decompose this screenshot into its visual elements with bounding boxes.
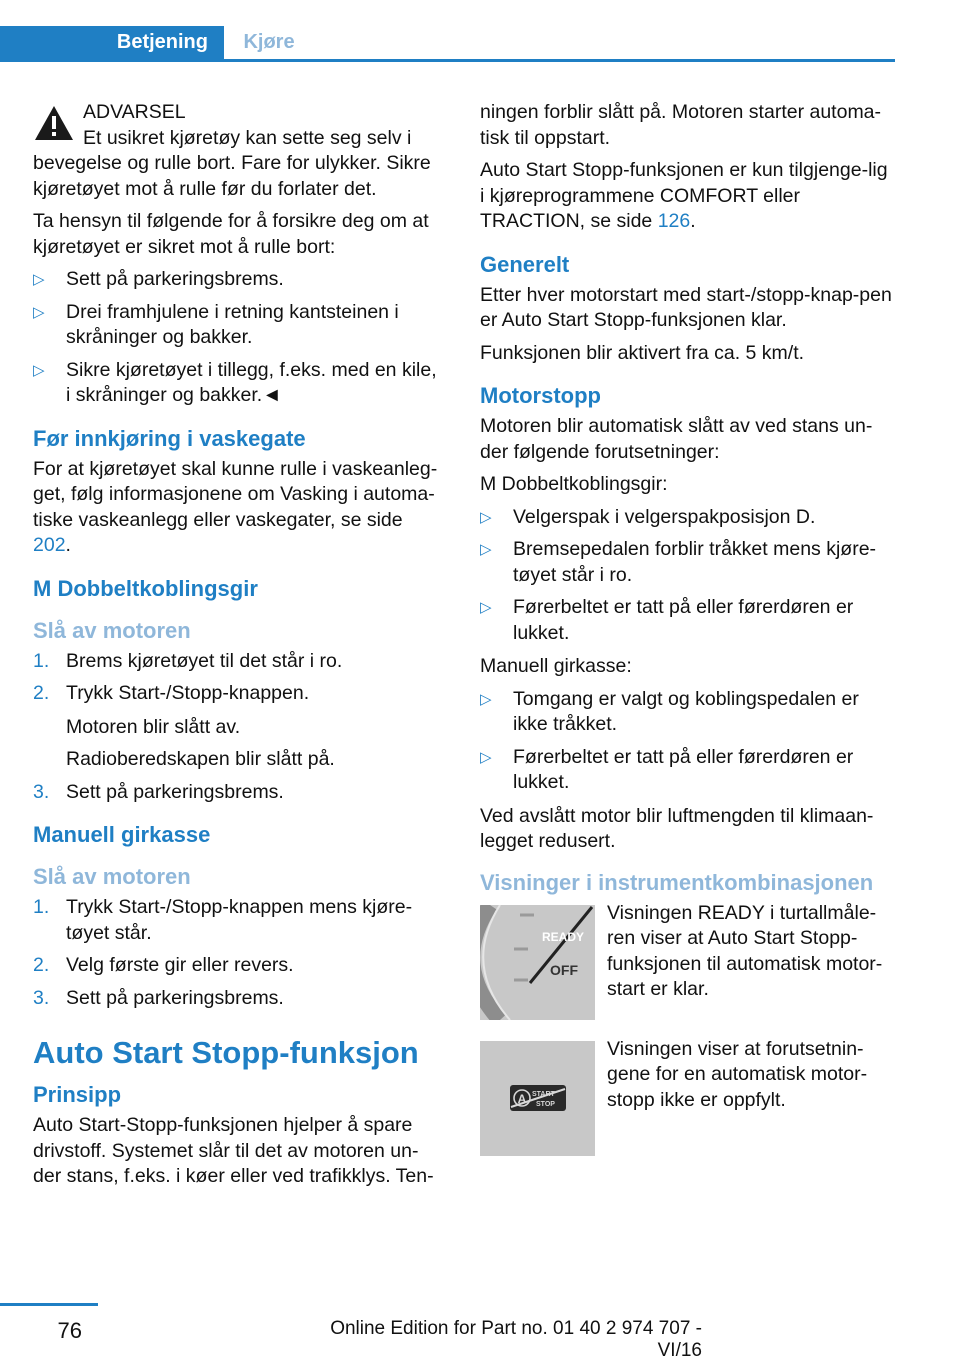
triangle-bullet-icon: ▷ bbox=[480, 690, 492, 708]
manual-conditions bbox=[480, 687, 895, 796]
heading-principle: Prinsipp bbox=[33, 1082, 122, 1107]
heading-displays: Visninger i instrumentkombinasjonen bbox=[480, 869, 874, 895]
triangle-bullet-icon: ▷ bbox=[480, 508, 492, 526]
triangle-bullet-icon: ▷ bbox=[480, 748, 492, 766]
page-link-126[interactable]: 126 bbox=[657, 210, 691, 232]
triangle-bullet-icon: ▷ bbox=[33, 303, 45, 321]
list-item: 2. Trykk Start-/Stopp-knappen. bbox=[33, 682, 310, 704]
manual-steps bbox=[33, 895, 443, 1011]
svg-text:START: START bbox=[532, 1090, 555, 1098]
display-inactive-row bbox=[480, 1037, 895, 1155]
heading-manual: Manuell girkasse bbox=[33, 822, 211, 847]
manual-label: Manuell girkasse: bbox=[480, 655, 632, 677]
heading-engine-stop: Motorstopp bbox=[480, 383, 601, 408]
availability-text: Auto Start Stopp-funksjonen er kun tilgjenge-lig i kjøreprogrammene COMFORT eller TRACTION, se side 126. bbox=[480, 159, 888, 232]
heading-general: Generelt bbox=[480, 251, 570, 277]
warning-title: ADVARSEL bbox=[83, 101, 186, 123]
warning-icon bbox=[33, 104, 75, 142]
list-item: ▷ Velgerspak i velgerspakposisjon D. bbox=[480, 505, 895, 531]
footer-rule bbox=[0, 1303, 98, 1306]
header-rule bbox=[0, 59, 895, 62]
mdct-label: M Dobbeltkoblingsgir: bbox=[480, 473, 668, 495]
header-tabbar bbox=[0, 26, 895, 62]
triangle-bullet-icon: ▷ bbox=[33, 271, 45, 288]
tab-betjening[interactable]: Betjening bbox=[0, 26, 224, 59]
general-text-1: Etter hver motorstart med start-/stopp-knap-pen er Auto Start Stopp-funksjonen klar. bbox=[480, 283, 892, 331]
heading-autostart: Auto Start Stopp-funksjon bbox=[33, 1035, 419, 1070]
display-ready-row bbox=[480, 901, 895, 1019]
list-item: ▷ Førerbeltet er tatt på eller førerdøren er lukket. bbox=[480, 596, 854, 644]
step-note: Motoren blir slått av. bbox=[66, 715, 241, 738]
page-link-202[interactable]: 202 bbox=[33, 534, 66, 556]
off-label: OFF bbox=[550, 961, 578, 978]
list-item: 1. Brems kjøretøyet til det står i ro. bbox=[33, 649, 343, 672]
start-stop-indicator-image bbox=[480, 1041, 595, 1156]
display-ready-text: Visningen READY i turtallmåle-ren viser at Auto Start Stopp-funksjonen til automatisk motor-start er klar. bbox=[607, 901, 883, 1000]
list-item: 3. Sett på parkeringsbrems. bbox=[33, 780, 284, 803]
right-column bbox=[480, 100, 895, 1173]
list-item: ▷ Tomgang er valgt og koblingspedalen er ikke tråkket. bbox=[480, 687, 859, 735]
display-inactive-text: Visningen viser at forutsetnin-gene for en automatisk motor-stopp ikke er oppfylt. bbox=[607, 1037, 868, 1111]
principle-text: Auto Start-Stopp-funksjonen hjelper å spare drivstoff. Systemet slår til det av motoren un-der stans, f.eks. i køer eller ved trafikklys. Ten- bbox=[33, 1114, 434, 1187]
mdct-steps bbox=[33, 649, 443, 707]
heading-mdct: M Dobbeltkoblingsgir bbox=[33, 575, 258, 601]
air-text: Ved avslått motor blir luftmengden til klimaan-legget redusert. bbox=[480, 804, 874, 852]
heading-wash: Før innkjøring i vaskegate bbox=[33, 425, 306, 451]
engine-stop-text: Motoren blir automatisk slått av ved stans un-der følgende forutsetninger: bbox=[480, 415, 873, 463]
svg-text:STOP: STOP bbox=[536, 1100, 555, 1108]
list-item: 3. Sett på parkeringsbrems. bbox=[33, 986, 284, 1009]
wash-text: For at kjøretøyet skal kunne rulle i vaskeanleg-get, følg informasjonene om Vasking i automa-tiske vaskeanlegg eller vaskegater, se side 202. bbox=[33, 457, 438, 556]
warning-intro: Ta hensyn til følgende for å forsikre deg om at kjøretøyet er sikret mot å rulle bort: bbox=[33, 210, 429, 258]
tab-kjore[interactable]: Kjøre bbox=[243, 31, 295, 53]
mdct-conditions bbox=[480, 505, 895, 647]
list-item: ▷ Sikre kjøretøyet i tillegg, f.eks. med en kile, i skråninger og bakker.◄ bbox=[33, 358, 437, 406]
continued-text: ningen forblir slått på. Motoren starter automa-tisk til oppstart. bbox=[480, 101, 882, 149]
triangle-bullet-icon: ▷ bbox=[480, 541, 492, 558]
list-item: ▷ Bremsepedalen forblir tråkket mens kjøre-tøyet står i ro. bbox=[480, 538, 877, 586]
warning-block bbox=[33, 100, 443, 151]
svg-text:A: A bbox=[517, 1091, 527, 1106]
triangle-bullet-icon: ▷ bbox=[480, 599, 492, 616]
list-item: 2. Velg første gir eller revers. bbox=[33, 954, 294, 976]
online-edition-note: Online Edition for Part no. 01 40 2 974 707 - VI/16 bbox=[330, 1318, 702, 1361]
page-number: 76 bbox=[57, 1318, 82, 1343]
mdct-steps-cont bbox=[33, 780, 443, 806]
warning-list bbox=[33, 267, 443, 409]
warning-text-rest: bevegelse og rulle bort. Fare for ulykker. Sikre kjøretøyet mot å rulle før du forlater det. bbox=[33, 152, 431, 200]
subheading-manual-off: Slå av motoren bbox=[33, 864, 191, 889]
list-item: ▷ Sett på parkeringsbrems. bbox=[33, 267, 443, 293]
subheading-mdct-off: Slå av motoren bbox=[33, 617, 191, 643]
step-note: Radioberedskapen blir slått på. bbox=[66, 748, 335, 770]
list-item: ▷ Drei framhjulene i retning kantsteinen i skråninger og bakker. bbox=[33, 300, 399, 348]
ready-display-image bbox=[480, 905, 595, 1020]
left-column bbox=[33, 100, 443, 1197]
general-text-2: Funksjonen blir aktivert fra ca. 5 km/t. bbox=[480, 341, 805, 364]
triangle-bullet-icon: ▷ bbox=[33, 361, 45, 379]
list-item: ▷ Førerbeltet er tatt på eller førerdøren er lukket. bbox=[480, 745, 854, 793]
ready-label: READY bbox=[542, 929, 585, 944]
list-item: 1. Trykk Start-/Stopp-knappen mens kjøre-tøyet står. bbox=[33, 896, 413, 944]
warning-text-start: Et usikret kjøretøy kan sette seg selv i bbox=[83, 126, 412, 149]
